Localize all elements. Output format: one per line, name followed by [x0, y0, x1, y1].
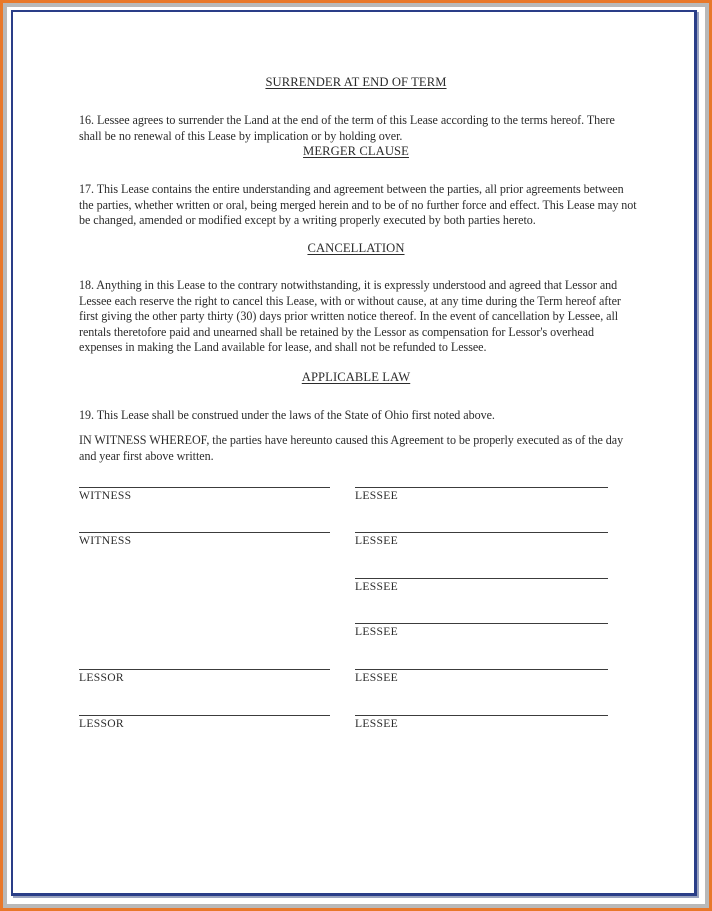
signature-line-lessee-1[interactable] — [355, 487, 608, 488]
label-witness-2: WITNESS — [79, 534, 132, 547]
label-witness-1: WITNESS — [79, 489, 132, 502]
label-lessee-6: LESSEE — [355, 717, 399, 730]
label-lessor-2: LESSOR — [79, 717, 124, 730]
paragraph-17: 17. This Lease contains the entire understanding and agreement between the parties, all prior agreements between the parties, whether written or oral, being merged herein and to be of no further force and effect. This Lease may not be changed, amended or modified except by a writing properly executed by both parties hereto. — [79, 182, 637, 228]
label-lessee-2: LESSEE — [355, 534, 399, 547]
heading-cancellation: CANCELLATION — [307, 241, 405, 255]
signature-line-lessor-1[interactable] — [79, 669, 330, 670]
signature-line-lessee-4[interactable] — [355, 623, 608, 624]
label-lessee-1: LESSEE — [355, 489, 399, 502]
signature-line-witness-2[interactable] — [79, 532, 330, 533]
label-lessee-5: LESSEE — [355, 671, 399, 684]
paragraph-18: 18. Anything in this Lease to the contrary notwithstanding, it is expressly understood and agreed that Lessor and Lessee each reserve the right to cancel this Lease, with or without cause, at any time during the Term hereof after first giving the other party thirty (30) days prior written notice thereof. In the event of cancellation by Lessee, all rentals theretofore paid and unearned shall be retained by the Lessor as compensation for Lessor's overhead expenses in making the Land available for lease, and shall not be refunded to Lessee. — [79, 278, 621, 355]
label-lessee-4: LESSEE — [355, 625, 399, 638]
signature-line-lessee-6[interactable] — [355, 715, 608, 716]
signature-line-lessee-2[interactable] — [355, 532, 608, 533]
paragraph-16: 16. Lessee agrees to surrender the Land at the end of the term of this Lease according to the terms hereof. There shall be no renewal of this Lease by implication or by holding over. — [79, 113, 615, 143]
label-lessee-3: LESSEE — [355, 580, 399, 593]
witness-clause: IN WITNESS WHEREOF, the parties have hereunto caused this Agreement to be properly executed as of the day and year first above written. — [79, 433, 624, 463]
paragraph-19: 19. This Lease shall be construed under the laws of the State of Ohio first noted above. — [79, 408, 495, 423]
heading-applicable-law: APPLICABLE LAW — [301, 370, 411, 384]
signature-line-lessee-3[interactable] — [355, 578, 608, 579]
heading-surrender: SURRENDER AT END OF TERM — [265, 75, 447, 89]
label-lessor-1: LESSOR — [79, 671, 124, 684]
signature-line-witness-1[interactable] — [79, 487, 330, 488]
signature-line-lessee-5[interactable] — [355, 669, 608, 670]
heading-merger-clause: MERGER CLAUSE — [303, 144, 409, 158]
signature-line-lessor-2[interactable] — [79, 715, 330, 716]
